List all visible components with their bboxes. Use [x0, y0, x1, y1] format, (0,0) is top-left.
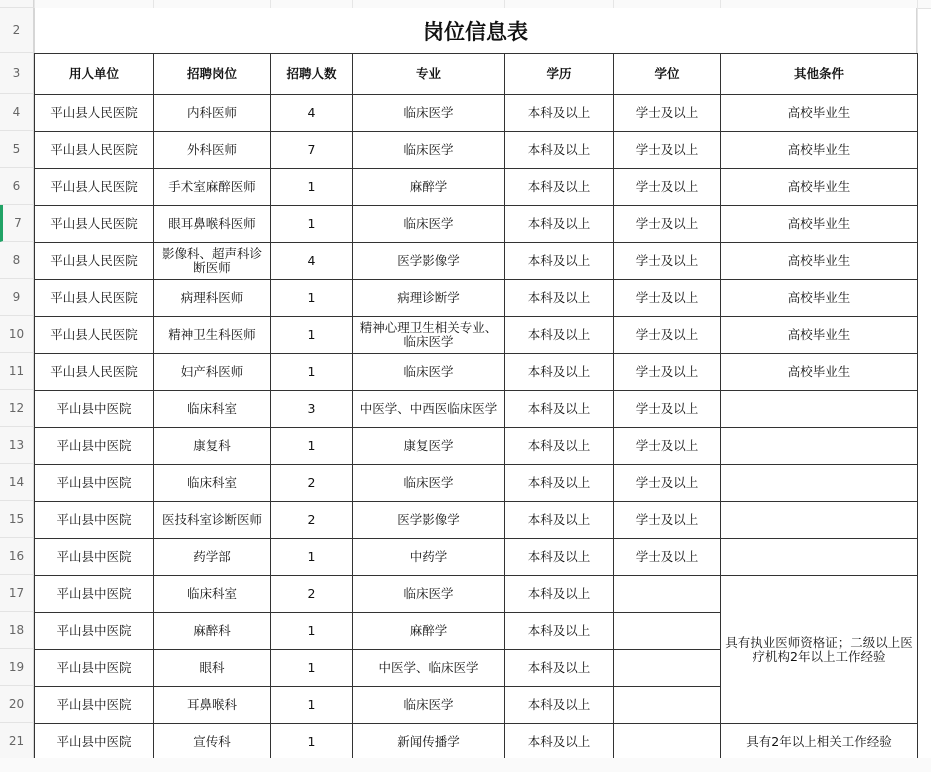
cell-education[interactable]: 本科及以上	[505, 724, 614, 761]
cell-unit[interactable]: 平山县人民医院	[35, 243, 154, 280]
row-header[interactable]: 10	[0, 316, 34, 353]
row-header[interactable]: 4	[0, 94, 34, 131]
cell-count[interactable]: 1	[271, 539, 353, 576]
row-header[interactable]: 15	[0, 501, 34, 538]
cell-unit[interactable]: 平山县人民医院	[35, 317, 154, 354]
table-row	[35, 95, 918, 132]
cell-count[interactable]: 1	[271, 724, 353, 761]
cell-major[interactable]: 临床医学	[353, 354, 505, 391]
cell-unit[interactable]: 平山县中医院	[35, 539, 154, 576]
cell-degree[interactable]: 学士及以上	[614, 354, 721, 391]
cell-count[interactable]: 1	[271, 613, 353, 650]
table-row	[35, 132, 918, 169]
row-header[interactable]: 2	[0, 8, 34, 53]
cell-degree[interactable]: 学士及以上	[614, 502, 721, 539]
cell-major[interactable]: 临床医学	[353, 687, 505, 724]
cell-other[interactable]: 具有2年以上相关工作经验	[721, 724, 918, 761]
header-degree[interactable]: 学位	[614, 54, 721, 95]
cell-major[interactable]: 中医学、临床医学	[353, 650, 505, 687]
cell-post[interactable]: 手术室麻醉医师	[154, 169, 271, 206]
cell-unit[interactable]: 平山县人民医院	[35, 95, 154, 132]
cell-other[interactable]	[721, 465, 918, 502]
cell-other[interactable]	[721, 391, 918, 428]
cell-degree[interactable]: 学士及以上	[614, 280, 721, 317]
cell-major[interactable]: 麻醉学	[353, 613, 505, 650]
table-row	[35, 169, 918, 206]
cell-other[interactable]	[721, 502, 918, 539]
cell-unit[interactable]: 平山县人民医院	[35, 280, 154, 317]
cell-other[interactable]	[721, 539, 918, 576]
cell-major[interactable]: 临床医学	[353, 465, 505, 502]
cell-major[interactable]: 医学影像学	[353, 243, 505, 280]
row-header[interactable]: 20	[0, 686, 34, 723]
cell-education[interactable]: 本科及以上	[505, 576, 614, 613]
table-row	[35, 391, 918, 428]
header-post[interactable]: 招聘岗位	[154, 54, 271, 95]
cell-major[interactable]: 麻醉学	[353, 169, 505, 206]
row-header[interactable]: 18	[0, 612, 34, 649]
cell-count[interactable]: 4	[271, 243, 353, 280]
row-header[interactable]: 19	[0, 649, 34, 686]
cell-major[interactable]: 中医学、中西医临床医学	[353, 391, 505, 428]
row-header[interactable]: 5	[0, 131, 34, 168]
cell-education[interactable]: 本科及以上	[505, 280, 614, 317]
cell-other[interactable]: 高校毕业生	[721, 132, 918, 169]
row-header[interactable]: 13	[0, 427, 34, 464]
table-row	[35, 724, 918, 761]
cell-post[interactable]: 影像科、超声科诊断医师	[154, 243, 271, 280]
cell-education[interactable]: 本科及以上	[505, 465, 614, 502]
cell-unit[interactable]: 平山县人民医院	[35, 132, 154, 169]
cell-post[interactable]: 宣传科	[154, 724, 271, 761]
table-row	[35, 465, 918, 502]
cell-major[interactable]: 临床医学	[353, 576, 505, 613]
cell-post[interactable]: 药学部	[154, 539, 271, 576]
sheet-title[interactable]: 岗位信息表	[34, 8, 917, 53]
cell-education[interactable]: 本科及以上	[505, 428, 614, 465]
header-row	[35, 54, 918, 95]
cell-major[interactable]: 临床医学	[353, 132, 505, 169]
header-unit[interactable]: 用人单位	[35, 54, 154, 95]
cell-post[interactable]: 医技科室诊断医师	[154, 502, 271, 539]
cell-education[interactable]: 本科及以上	[505, 687, 614, 724]
cell-unit[interactable]: 平山县中医院	[35, 576, 154, 613]
cell-degree[interactable]: 学士及以上	[614, 391, 721, 428]
cell-post[interactable]: 内科医师	[154, 95, 271, 132]
cell-unit[interactable]: 平山县中医院	[35, 502, 154, 539]
row-header[interactable]: 21	[0, 723, 34, 760]
cell-degree[interactable]: 学士及以上	[614, 132, 721, 169]
cell-education[interactable]: 本科及以上	[505, 206, 614, 243]
cell-education[interactable]: 本科及以上	[505, 650, 614, 687]
cell-other[interactable]	[721, 428, 918, 465]
cell-major[interactable]: 医学影像学	[353, 502, 505, 539]
cell-other[interactable]: 高校毕业生	[721, 95, 918, 132]
cell-degree[interactable]	[614, 613, 721, 650]
cell-count[interactable]: 1	[271, 354, 353, 391]
header-count[interactable]: 招聘人数	[271, 54, 353, 95]
header-education[interactable]: 学历	[505, 54, 614, 95]
cell-count[interactable]: 1	[271, 206, 353, 243]
cell-education[interactable]: 本科及以上	[505, 95, 614, 132]
cell-degree[interactable]	[614, 687, 721, 724]
cell-education[interactable]: 本科及以上	[505, 169, 614, 206]
cell-post[interactable]: 外科医师	[154, 132, 271, 169]
cell-unit[interactable]: 平山县中医院	[35, 613, 154, 650]
cell-post[interactable]: 临床科室	[154, 391, 271, 428]
cell-education[interactable]: 本科及以上	[505, 391, 614, 428]
row-header[interactable]: 9	[0, 279, 34, 316]
cell-other[interactable]: 高校毕业生	[721, 317, 918, 354]
bottom-strip	[0, 758, 931, 772]
job-table	[34, 53, 918, 761]
table-row	[35, 576, 918, 613]
cell-major[interactable]: 临床医学	[353, 95, 505, 132]
cell-count[interactable]: 3	[271, 391, 353, 428]
cell-degree[interactable]: 学士及以上	[614, 317, 721, 354]
cell-post[interactable]: 眼耳鼻喉科医师	[154, 206, 271, 243]
row-header[interactable]: 16	[0, 538, 34, 575]
cell-count[interactable]: 1	[271, 428, 353, 465]
cell-unit[interactable]: 平山县中医院	[35, 650, 154, 687]
cell-degree[interactable]: 学士及以上	[614, 465, 721, 502]
cell-education[interactable]: 本科及以上	[505, 132, 614, 169]
cell-other[interactable]: 高校毕业生	[721, 280, 918, 317]
cell-unit[interactable]: 平山县中医院	[35, 428, 154, 465]
cell-education[interactable]: 本科及以上	[505, 317, 614, 354]
cell-unit[interactable]: 平山县人民医院	[35, 169, 154, 206]
cell-major[interactable]: 病理诊断学	[353, 280, 505, 317]
cell-major[interactable]: 新闻传播学	[353, 724, 505, 761]
cell-major[interactable]: 临床医学	[353, 206, 505, 243]
cell-degree[interactable]: 学士及以上	[614, 206, 721, 243]
row-header[interactable]: 14	[0, 464, 34, 501]
cell-degree[interactable]: 学士及以上	[614, 428, 721, 465]
cell-major[interactable]: 康复医学	[353, 428, 505, 465]
row-header[interactable]: 7	[0, 205, 34, 242]
cell-education[interactable]: 本科及以上	[505, 502, 614, 539]
cell-degree[interactable]	[614, 650, 721, 687]
cell-count[interactable]: 1	[271, 317, 353, 354]
cell-count[interactable]: 7	[271, 132, 353, 169]
table-row	[35, 502, 918, 539]
cell-post[interactable]: 耳鼻喉科	[154, 687, 271, 724]
cell-education[interactable]: 本科及以上	[505, 613, 614, 650]
cell-count[interactable]: 4	[271, 95, 353, 132]
cell-count[interactable]: 2	[271, 576, 353, 613]
cell-other[interactable]: 高校毕业生	[721, 354, 918, 391]
cell-count[interactable]: 1	[271, 280, 353, 317]
cell-post[interactable]: 临床科室	[154, 465, 271, 502]
table-row	[35, 243, 918, 280]
cell-other[interactable]: 高校毕业生	[721, 243, 918, 280]
cell-post[interactable]: 康复科	[154, 428, 271, 465]
cell-education[interactable]: 本科及以上	[505, 539, 614, 576]
cell-count[interactable]: 2	[271, 465, 353, 502]
corner-cell	[0, 0, 34, 8]
table-row	[35, 354, 918, 391]
cell-post[interactable]: 麻醉科	[154, 613, 271, 650]
cell-degree[interactable]: 学士及以上	[614, 539, 721, 576]
cell-other[interactable]: 高校毕业生	[721, 206, 918, 243]
row-header[interactable]: 12	[0, 390, 34, 427]
cell-unit[interactable]: 平山县中医院	[35, 391, 154, 428]
row-header[interactable]: 17	[0, 575, 34, 612]
cell-post[interactable]: 病理科医师	[154, 280, 271, 317]
cell-education[interactable]: 本科及以上	[505, 243, 614, 280]
table-row	[35, 280, 918, 317]
cell-count[interactable]: 1	[271, 169, 353, 206]
header-other[interactable]: 其他条件	[721, 54, 918, 95]
cell-post[interactable]: 精神卫生科医师	[154, 317, 271, 354]
table-row	[35, 428, 918, 465]
cell-unit[interactable]: 平山县中医院	[35, 724, 154, 761]
cell-count[interactable]: 2	[271, 502, 353, 539]
row-header[interactable]: 6	[0, 168, 34, 205]
cell-degree[interactable]: 学士及以上	[614, 95, 721, 132]
cell-education[interactable]: 本科及以上	[505, 354, 614, 391]
table-row	[35, 206, 918, 243]
cell-degree[interactable]	[614, 724, 721, 761]
cell-post[interactable]: 妇产科医师	[154, 354, 271, 391]
header-major[interactable]: 专业	[353, 54, 505, 95]
row-header[interactable]: 3	[0, 53, 34, 94]
cell-count[interactable]: 1	[271, 687, 353, 724]
cell-other[interactable]: 高校毕业生	[721, 169, 918, 206]
cell-unit[interactable]: 平山县人民医院	[35, 206, 154, 243]
cell-post[interactable]: 临床科室	[154, 576, 271, 613]
table-row	[35, 317, 918, 354]
cell-degree[interactable]: 学士及以上	[614, 243, 721, 280]
cell-degree[interactable]: 学士及以上	[614, 169, 721, 206]
row-header[interactable]: 11	[0, 353, 34, 390]
cell-other-merged[interactable]: 具有执业医师资格证；二级以上医疗机构2年以上工作经验	[721, 576, 918, 724]
cell-degree[interactable]	[614, 576, 721, 613]
table-row	[35, 539, 918, 576]
cell-unit[interactable]: 平山县中医院	[35, 465, 154, 502]
row-header[interactable]: 8	[0, 242, 34, 279]
cell-count[interactable]: 1	[271, 650, 353, 687]
cell-unit[interactable]: 平山县人民医院	[35, 354, 154, 391]
cell-major[interactable]: 精神心理卫生相关专业、临床医学	[353, 317, 505, 354]
cell-major[interactable]: 中药学	[353, 539, 505, 576]
cell-unit[interactable]: 平山县中医院	[35, 687, 154, 724]
cell-post[interactable]: 眼科	[154, 650, 271, 687]
